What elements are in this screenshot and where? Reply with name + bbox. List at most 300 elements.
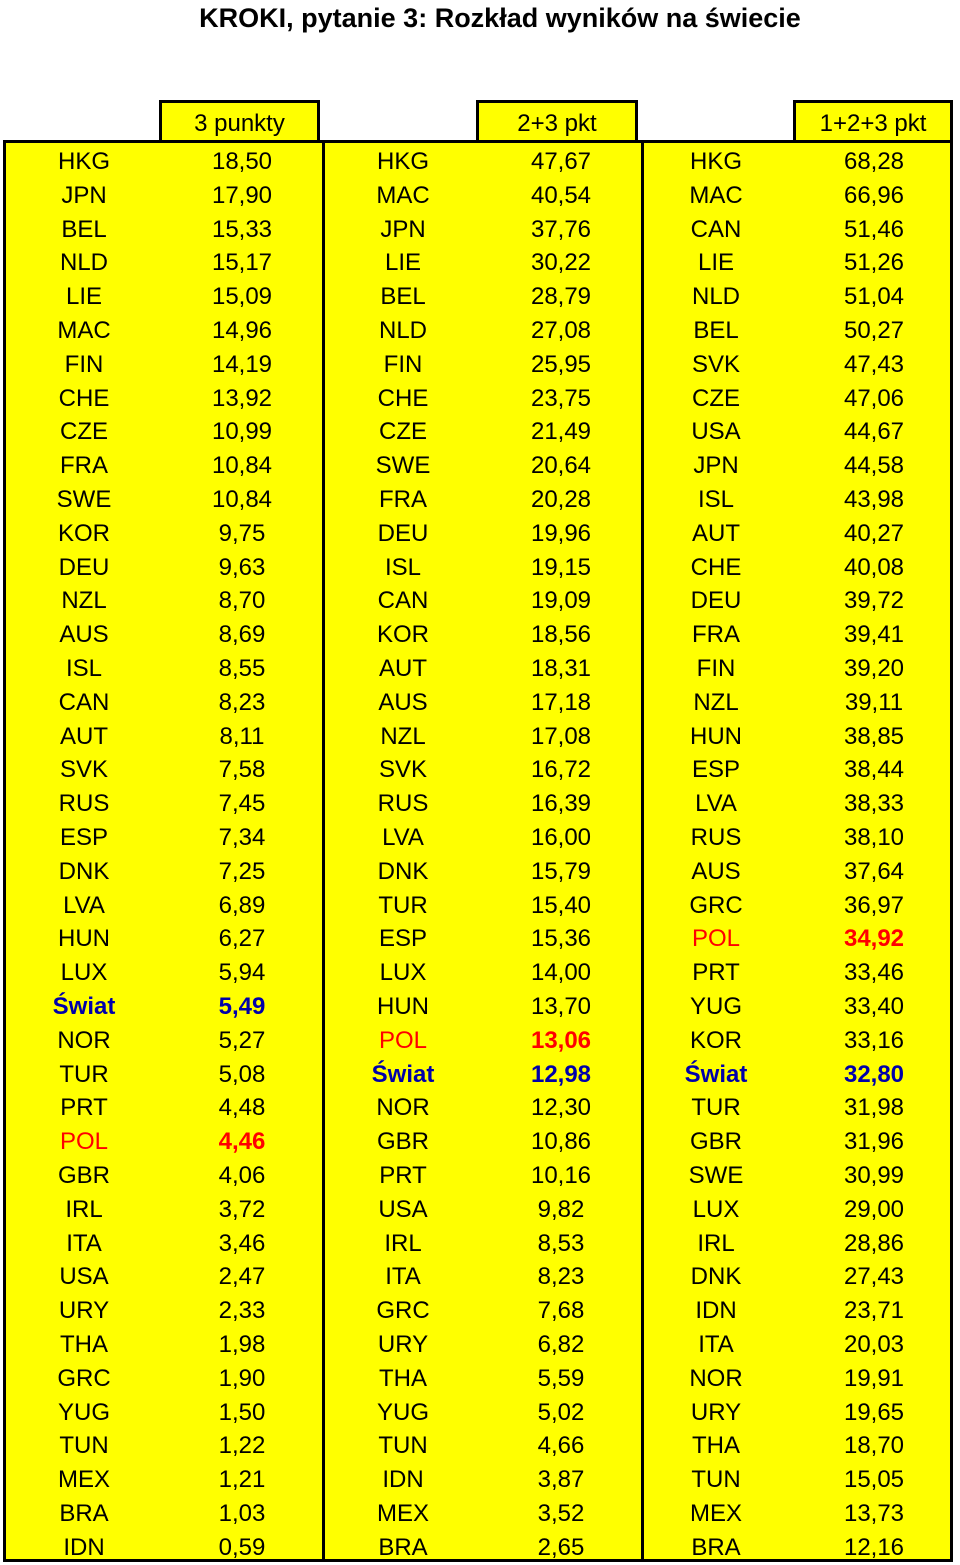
country-code: ESP [59, 824, 109, 851]
table-row [6, 1227, 322, 1261]
table-row [6, 551, 322, 585]
country-code: NOR [376, 1094, 430, 1122]
score-value: 39,72 [843, 587, 905, 615]
score-value: 12,30 [530, 1094, 592, 1122]
header-3-punkty: 3 punkty [159, 100, 320, 140]
country-code: ISL [697, 486, 735, 513]
country-code: GBR [689, 1128, 742, 1156]
table-row [325, 314, 641, 348]
score-value: 33,40 [843, 993, 905, 1020]
table-row [638, 145, 954, 179]
score-value: 32,80 [843, 1060, 905, 1088]
country-code: MAC [689, 181, 743, 209]
score-value: 14,96 [211, 317, 273, 344]
country-code: IRL [384, 1229, 422, 1257]
score-value: 17,90 [211, 181, 273, 209]
score-value: 28,79 [530, 283, 592, 311]
country-code: LUX [379, 959, 427, 987]
table-row [638, 720, 954, 754]
table-row [325, 956, 641, 990]
country-code: PRT [379, 1162, 427, 1189]
table-row [325, 551, 641, 585]
score-value: 30,99 [843, 1162, 905, 1189]
country-code: CZE [379, 418, 427, 446]
table-row [6, 889, 322, 923]
score-value: 13,06 [530, 1026, 592, 1054]
table-row [6, 145, 322, 179]
table-row [638, 1227, 954, 1261]
country-code: DEU [377, 519, 429, 547]
country-code: CZE [60, 418, 108, 446]
score-value: 8,70 [218, 587, 266, 615]
score-value: 20,64 [530, 452, 592, 480]
country-code: FIN [383, 350, 423, 378]
score-value: 50,27 [843, 317, 905, 344]
country-code: RUS [58, 790, 110, 818]
score-value: 39,41 [843, 621, 905, 649]
table-row [638, 1429, 954, 1463]
score-value: 19,96 [530, 519, 592, 547]
country-code: AUS [691, 857, 741, 885]
country-code: BRA [59, 1500, 109, 1527]
score-value: 23,75 [530, 384, 592, 412]
country-code: ITA [66, 1229, 102, 1257]
country-code: HUN [58, 925, 110, 953]
table-row [6, 1463, 322, 1497]
country-code: LIE [65, 283, 103, 311]
score-value: 15,05 [843, 1466, 905, 1494]
score-value: 8,53 [537, 1229, 585, 1257]
score-value: 13,92 [211, 384, 273, 412]
country-code: IRL [65, 1195, 103, 1223]
score-value: 1,22 [218, 1432, 266, 1460]
table-row [325, 753, 641, 787]
score-value: 19,15 [530, 553, 592, 581]
country-code: MEX [376, 1500, 429, 1527]
country-code: KOR [689, 1026, 742, 1054]
score-value: 16,39 [530, 790, 592, 818]
table-row [6, 179, 322, 213]
country-code: ITA [698, 1331, 734, 1358]
table-row [6, 753, 322, 787]
country-code: LVA [695, 790, 737, 818]
score-value: 28,86 [843, 1229, 905, 1257]
score-value: 19,65 [843, 1398, 905, 1426]
score-value: 15,33 [211, 215, 273, 243]
column-1-2-3-pkt [638, 143, 954, 1559]
table-row [6, 956, 322, 990]
score-value: 18,70 [843, 1432, 905, 1460]
country-code: CHE [690, 553, 742, 581]
column-3-punkty [6, 143, 322, 1559]
score-value: 15,36 [530, 925, 592, 953]
country-code: LIE [697, 249, 735, 277]
score-value: 7,68 [537, 1297, 585, 1325]
score-value: 47,06 [843, 384, 905, 412]
score-value: 10,84 [211, 486, 273, 513]
table-row [6, 1294, 322, 1328]
country-code: ISL [384, 553, 422, 581]
score-value: 10,84 [211, 452, 273, 480]
country-code: JPN [380, 215, 426, 243]
score-value: 30,22 [530, 249, 592, 277]
score-value: 20,03 [843, 1331, 905, 1358]
country-code: GRC [376, 1297, 430, 1325]
results-table [3, 140, 953, 1562]
table-row [325, 1193, 641, 1227]
score-value: 44,67 [843, 418, 905, 446]
score-value: 44,58 [843, 452, 905, 480]
country-code: SVK [691, 350, 741, 378]
table-row [638, 246, 954, 280]
country-code: POL [691, 925, 741, 953]
country-code: SWE [56, 486, 112, 513]
score-value: 31,98 [843, 1094, 905, 1122]
country-code: CZE [692, 384, 740, 412]
score-value: 14,00 [530, 959, 592, 987]
country-code: NOR [57, 1026, 111, 1054]
score-value: 1,21 [218, 1466, 266, 1494]
score-value: 51,46 [843, 215, 905, 243]
country-code: Świat [371, 1060, 435, 1088]
table-row [638, 1497, 954, 1531]
country-code: RUS [690, 824, 742, 851]
country-code: AUS [59, 621, 109, 649]
table-row [638, 449, 954, 483]
score-value: 51,04 [843, 283, 905, 311]
score-value: 1,98 [218, 1331, 266, 1358]
table-row [325, 990, 641, 1024]
score-value: 10,99 [211, 418, 273, 446]
table-row [325, 415, 641, 449]
country-code: MEX [57, 1466, 110, 1494]
score-value: 8,23 [218, 688, 266, 716]
score-value: 27,43 [843, 1263, 905, 1291]
page-title: KROKI, pytanie 3: Rozkład wyników na świecie [199, 3, 801, 33]
table-row [325, 1362, 641, 1396]
country-code: DEU [690, 587, 742, 615]
score-value: 38,85 [843, 722, 905, 750]
country-code: URY [58, 1297, 110, 1325]
score-value: 18,50 [211, 148, 273, 175]
country-code: FIN [696, 655, 736, 682]
country-code: USA [691, 418, 741, 446]
table-row [325, 382, 641, 416]
score-value: 5,59 [537, 1364, 585, 1392]
table-row [638, 382, 954, 416]
country-code: YUG [376, 1398, 429, 1426]
column-2-3-pkt [322, 143, 644, 1559]
table-row [6, 686, 322, 720]
table-row [6, 314, 322, 348]
table-row [6, 821, 322, 855]
score-value: 0,59 [218, 1533, 266, 1561]
country-code: ISL [65, 655, 103, 682]
score-value: 66,96 [843, 181, 905, 209]
country-code: LIE [384, 249, 422, 277]
table-row [6, 1396, 322, 1430]
country-code: KOR [57, 519, 110, 547]
table-row [638, 314, 954, 348]
country-code: MEX [689, 1500, 742, 1527]
country-code: BEL [693, 317, 739, 344]
table-row [325, 280, 641, 314]
table-row [325, 1497, 641, 1531]
country-code: NLD [59, 249, 108, 277]
score-value: 13,70 [530, 993, 592, 1020]
score-value: 36,97 [843, 891, 905, 919]
table-row [638, 348, 954, 382]
score-value: 2,33 [218, 1297, 266, 1325]
score-value: 8,23 [537, 1263, 585, 1291]
score-value: 6,89 [218, 891, 266, 919]
table-row [325, 1429, 641, 1463]
country-code: SWE [375, 452, 431, 480]
country-code: LUX [692, 1195, 740, 1223]
table-row [6, 1429, 322, 1463]
table-row [325, 213, 641, 247]
country-code: LVA [63, 891, 105, 919]
table-row [325, 517, 641, 551]
table-row [6, 213, 322, 247]
country-code: FRA [60, 452, 108, 480]
country-code: KOR [376, 621, 429, 649]
table-row [325, 145, 641, 179]
table-row [638, 922, 954, 956]
table-row [6, 246, 322, 280]
table-row [638, 855, 954, 889]
country-code: Świat [52, 993, 116, 1020]
country-code: BEL [380, 283, 426, 311]
table-row [638, 1058, 954, 1092]
score-value: 18,56 [530, 621, 592, 649]
score-value: 51,26 [843, 249, 905, 277]
table-row [325, 922, 641, 956]
table-row [6, 1497, 322, 1531]
table-row [6, 348, 322, 382]
score-value: 10,86 [530, 1128, 592, 1156]
country-code: PRT [60, 1094, 108, 1122]
table-row [325, 348, 641, 382]
table-row [6, 1159, 322, 1193]
country-code: TUN [378, 1432, 428, 1460]
country-code: DNK [690, 1263, 742, 1291]
score-value: 21,49 [530, 418, 592, 446]
score-value: 6,82 [537, 1331, 585, 1358]
score-value: 5,94 [218, 959, 266, 987]
country-code: LUX [60, 959, 108, 987]
country-code: TUN [59, 1432, 109, 1460]
country-code: USA [59, 1263, 109, 1291]
country-code: LVA [382, 824, 424, 851]
table-row [6, 1362, 322, 1396]
table-row [6, 1125, 322, 1159]
score-value: 40,54 [530, 181, 592, 209]
table-row [638, 584, 954, 618]
country-code: POL [378, 1026, 428, 1054]
score-value: 4,48 [218, 1094, 266, 1122]
country-code: CAN [377, 587, 429, 615]
header-2-3-pkt: 2+3 pkt [476, 100, 638, 140]
country-code: NOR [689, 1364, 743, 1392]
country-code: NLD [691, 283, 740, 311]
table-row [638, 1328, 954, 1362]
country-code: URY [690, 1398, 742, 1426]
score-value: 3,52 [537, 1500, 585, 1527]
table-row [638, 1091, 954, 1125]
table-row [6, 483, 322, 517]
table-row [6, 1193, 322, 1227]
score-value: 29,00 [843, 1195, 905, 1223]
table-row [6, 449, 322, 483]
table-row [325, 889, 641, 923]
country-code: HUN [377, 993, 429, 1020]
table-row [6, 1058, 322, 1092]
country-code: IDN [695, 1297, 737, 1325]
country-code: HKG [689, 148, 742, 175]
score-value: 68,28 [843, 148, 905, 175]
country-code: PRT [692, 959, 740, 987]
country-code: USA [378, 1195, 428, 1223]
country-code: IDN [63, 1533, 105, 1561]
score-value: 33,46 [843, 959, 905, 987]
score-value: 12,16 [843, 1533, 905, 1561]
country-code: TUN [691, 1466, 741, 1494]
score-value: 12,98 [530, 1060, 592, 1088]
table-row [638, 1159, 954, 1193]
table-row [638, 1024, 954, 1058]
score-value: 9,63 [218, 553, 266, 581]
score-value: 40,08 [843, 553, 905, 581]
score-value: 8,55 [218, 655, 266, 682]
table-row [638, 415, 954, 449]
country-code: GBR [57, 1162, 110, 1189]
table-row [325, 483, 641, 517]
score-value: 38,33 [843, 790, 905, 818]
table-row [638, 652, 954, 686]
country-code: HKG [376, 148, 429, 175]
table-row [638, 956, 954, 990]
table-row [325, 1159, 641, 1193]
country-code: THA [379, 1364, 427, 1392]
country-code: BRA [691, 1533, 741, 1561]
table-row [325, 1227, 641, 1261]
table-row [6, 618, 322, 652]
table-row [325, 1396, 641, 1430]
score-value: 17,08 [530, 722, 592, 750]
country-code: JPN [61, 181, 107, 209]
score-value: 47,67 [530, 148, 592, 175]
score-value: 37,64 [843, 857, 905, 885]
table-row [325, 855, 641, 889]
country-code: AUT [379, 655, 427, 682]
country-code: TUR [59, 1060, 109, 1088]
table-row [6, 990, 322, 1024]
table-row [6, 652, 322, 686]
table-row [325, 179, 641, 213]
table-row [6, 1091, 322, 1125]
table-row [325, 720, 641, 754]
country-code: NLD [378, 317, 427, 344]
score-value: 16,72 [530, 756, 592, 784]
country-code: TUR [378, 891, 428, 919]
country-code: NZL [693, 688, 739, 716]
score-value: 37,76 [530, 215, 592, 243]
country-code: YUG [57, 1398, 110, 1426]
score-value: 39,20 [843, 655, 905, 682]
table-row [325, 1260, 641, 1294]
table-row [638, 280, 954, 314]
country-code: ESP [378, 925, 428, 953]
country-code: DNK [58, 857, 110, 885]
table-row [638, 1260, 954, 1294]
score-value: 3,72 [218, 1195, 266, 1223]
country-code: ESP [691, 756, 741, 784]
score-value: 18,31 [530, 655, 592, 682]
score-value: 38,44 [843, 756, 905, 784]
score-value: 19,91 [843, 1364, 905, 1392]
score-value: 17,18 [530, 688, 592, 716]
country-code: BEL [61, 215, 107, 243]
country-code: CAN [58, 688, 110, 716]
score-value: 7,34 [218, 824, 266, 851]
country-code: IDN [382, 1466, 424, 1494]
table-row [325, 584, 641, 618]
score-value: 9,82 [537, 1195, 585, 1223]
table-row [325, 1328, 641, 1362]
country-code: AUT [692, 519, 740, 547]
score-value: 1,50 [218, 1398, 266, 1426]
score-value: 9,75 [218, 519, 266, 547]
score-value: 40,27 [843, 519, 905, 547]
table-row [6, 720, 322, 754]
score-value: 3,87 [537, 1466, 585, 1494]
score-value: 10,16 [530, 1162, 592, 1189]
country-code: FRA [692, 621, 740, 649]
country-code: URY [377, 1331, 429, 1358]
score-value: 8,69 [218, 621, 266, 649]
table-row [638, 889, 954, 923]
score-value: 25,95 [530, 350, 592, 378]
table-row [6, 517, 322, 551]
country-code: NZL [380, 722, 426, 750]
country-code: GRC [57, 1364, 111, 1392]
score-value: 2,65 [537, 1533, 585, 1561]
score-value: 39,11 [844, 688, 904, 716]
table-row [638, 179, 954, 213]
score-value: 27,08 [530, 317, 592, 344]
country-code: THA [60, 1331, 108, 1358]
score-value: 13,73 [843, 1500, 905, 1527]
country-code: DNK [377, 857, 429, 885]
table-row [638, 618, 954, 652]
score-value: 1,90 [218, 1364, 266, 1392]
score-value: 34,92 [843, 925, 905, 953]
country-code: BRA [378, 1533, 428, 1561]
table-row [325, 1058, 641, 1092]
table-row [638, 551, 954, 585]
table-row [325, 787, 641, 821]
country-code: NZL [61, 587, 107, 615]
country-code: RUS [377, 790, 429, 818]
country-code: TUR [691, 1094, 741, 1122]
country-code: IRL [697, 1229, 735, 1257]
country-code: MAC [376, 181, 430, 209]
score-value: 14,19 [211, 350, 273, 378]
country-code: SVK [378, 756, 428, 784]
score-value: 4,66 [537, 1432, 585, 1460]
score-value: 5,49 [218, 993, 266, 1020]
